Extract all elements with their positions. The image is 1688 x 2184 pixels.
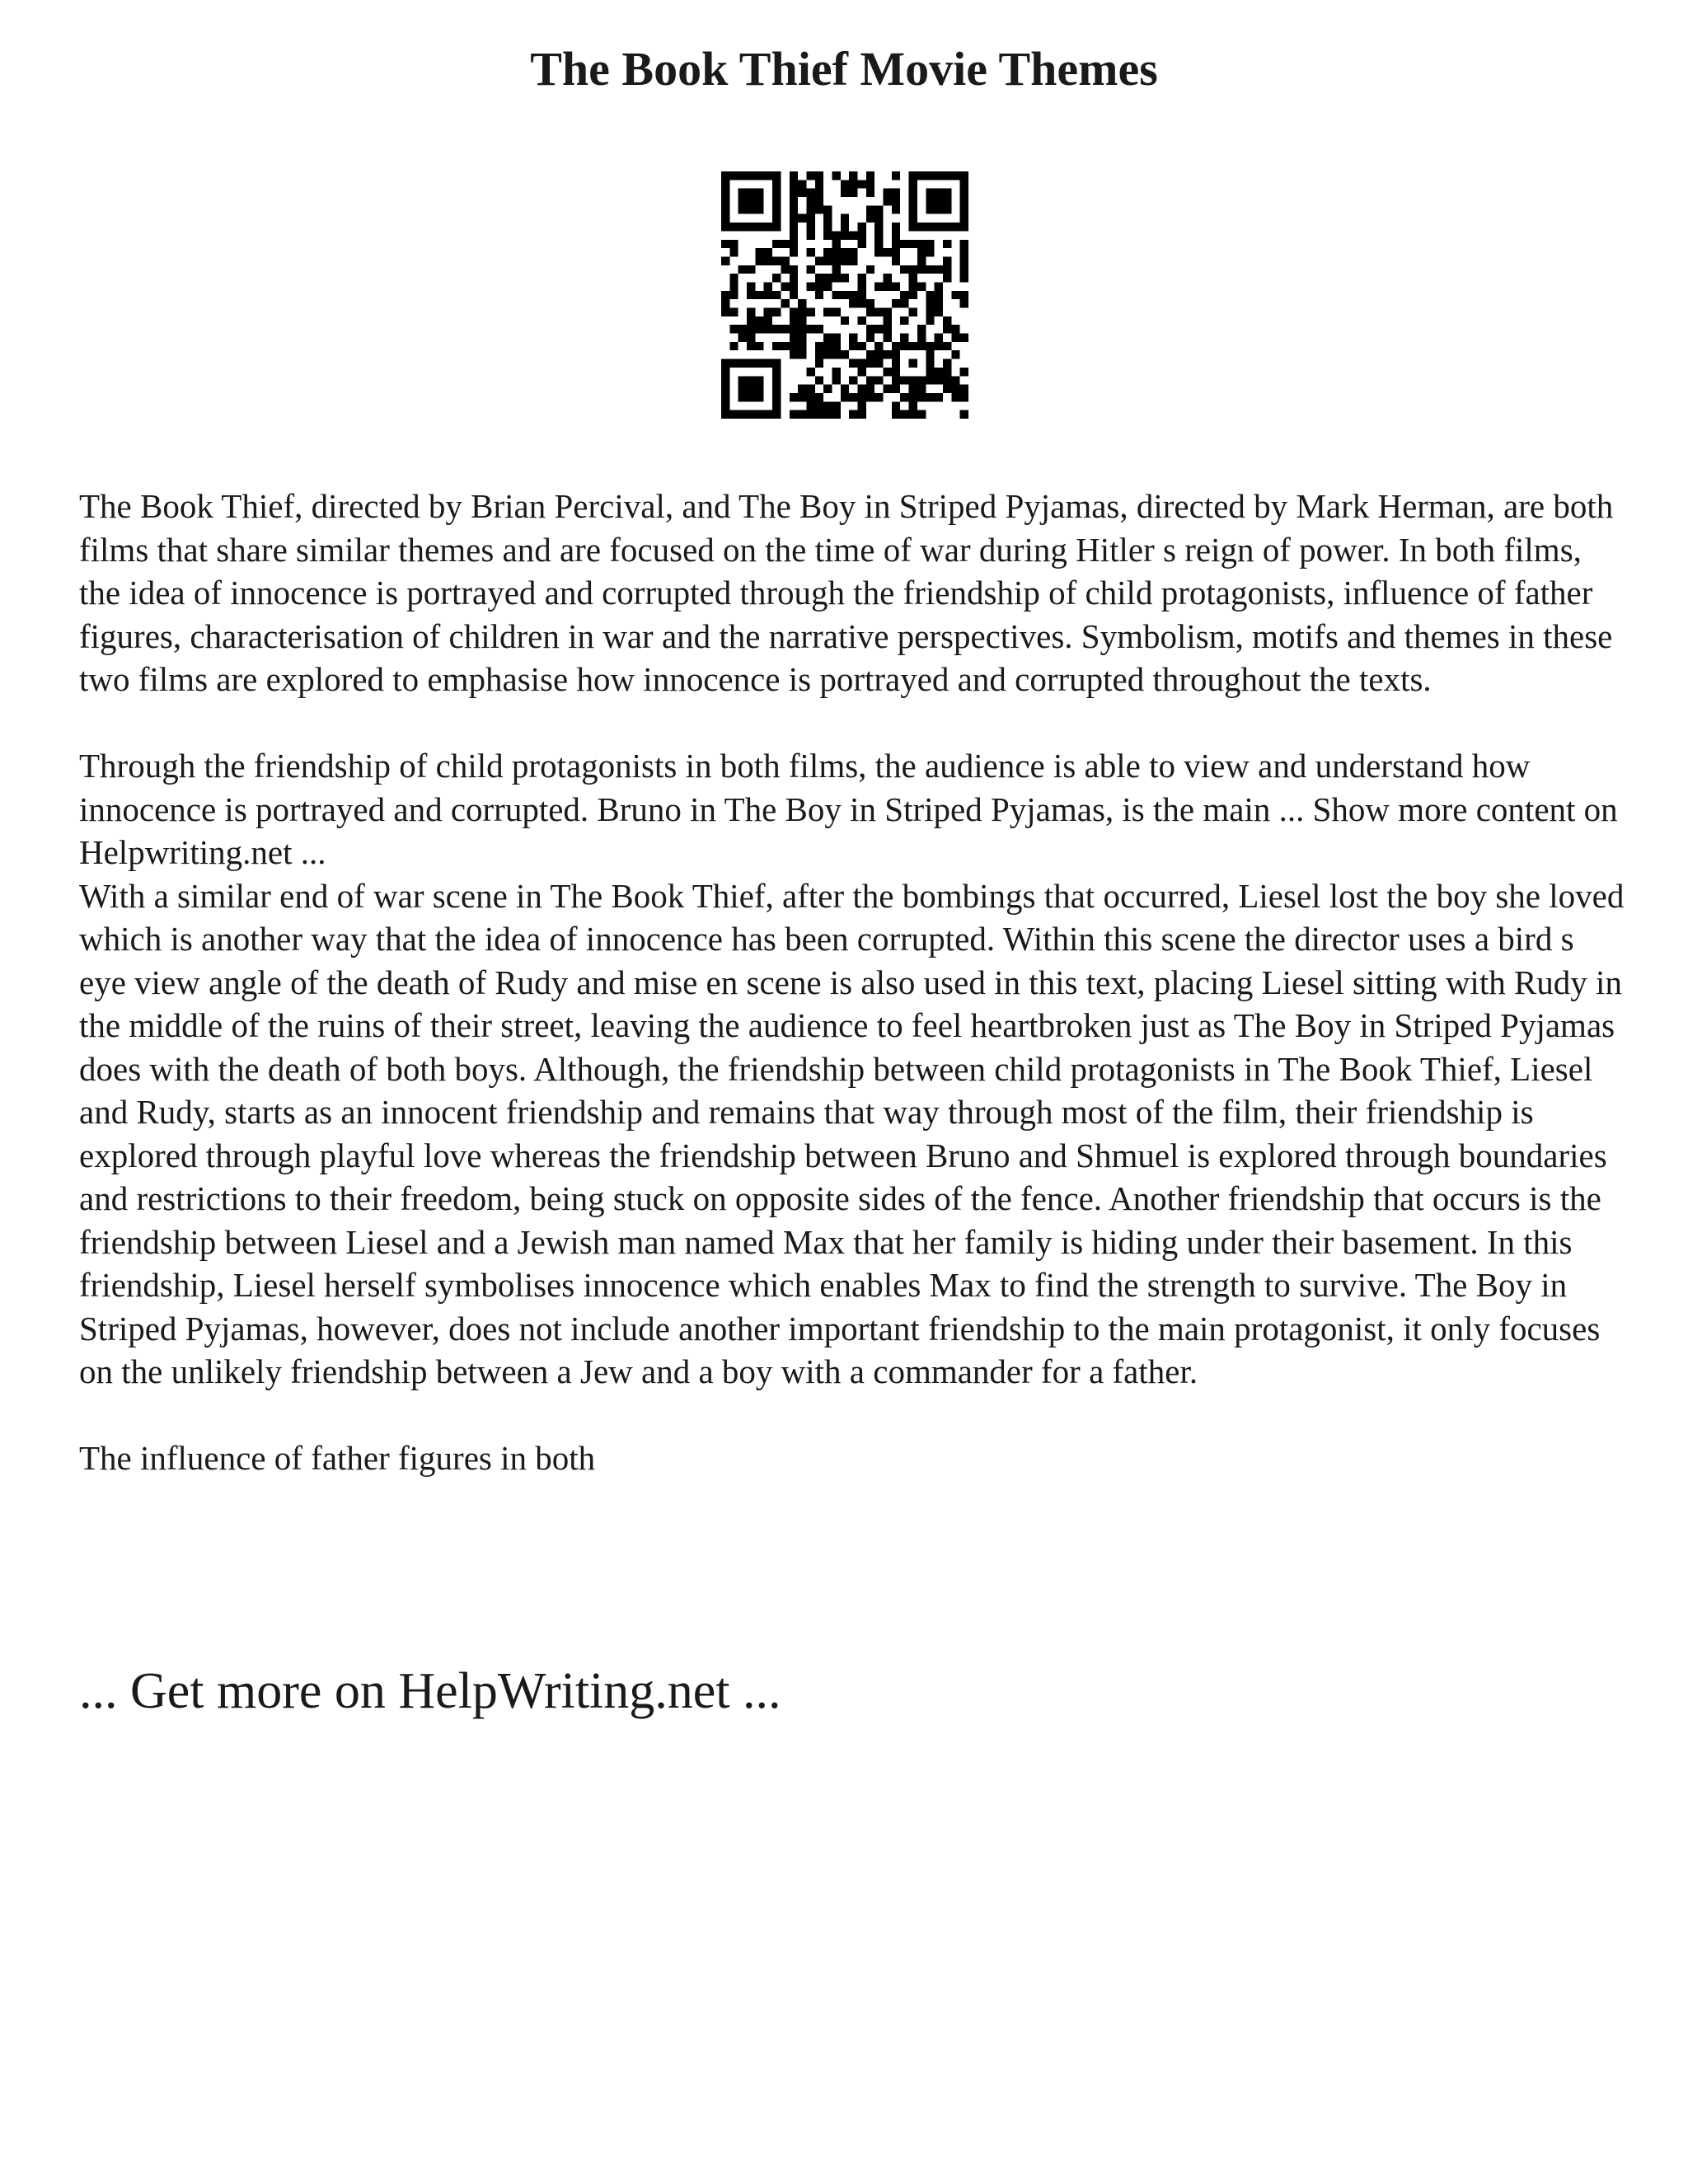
get-more-link[interactable]: ... Get more on HelpWriting.net ... xyxy=(79,1663,781,1719)
paragraph-book-thief-scene: With a similar end of war scene in The Book Thief, after the bombings that occurred, Liesel lost the boy she loved which is another way that the idea of innocence has been corrupted. Within this scene the director uses a bird s eye view angle of the death of Rudy and mise en scene is also used in this text, placing Liesel sitting with Rudy in the middle of the ruins of their street, leaving the audience to feel heartbroken just as The Boy in Striped Pyjamas does with the death of both boys. Although, the friendship between child protagonists in The Book Thief, Liesel and Rudy, starts as an innocent friendship and remains that way through most of the film, their friendship is explored through playful love whereas the friendship between Bruno and Shmuel is explored through boundaries and restrictions to their freedom, being stuck on opposite sides of the fence. Another friendship that occurs is the friendship between Liesel and a Jewish man named Max that her family is hiding under their basement. In this friendship, Liesel herself symbolises innocence which enables Max to find the strength to survive. The Boy in Striped Pyjamas, however, does not include another important friendship to the main protagonist, it only focuses on the unlikely friendship between a Jew and a boy with a commander for a father. xyxy=(79,876,1625,1390)
article-body xyxy=(79,485,1629,1480)
paragraph-friendship: Through the friendship of child protagonists in both films, the audience is able to view and understand how innocence is portrayed and corrupted. Bruno in The Boy in Striped Pyjamas, is the main ... Show more content on Helpwriting.net ... xyxy=(79,747,1618,871)
qr-code-icon xyxy=(721,171,968,419)
paragraph-intro: The Book Thief, directed by Brian Percival, and The Boy in Striped Pyjamas, directed by Mark Herman, are both films that share similar themes and are focused on the time of war during Hitler s reign of power. In both films, the idea of innocence is portrayed and corrupted through the friendship of child protagonists, influence of father figures, characterisation of children in war and the narrative perspectives. Symbolism, motifs and themes in these two films are explored to emphasise how innocence is portrayed and corrupted throughout the texts. xyxy=(79,487,1614,698)
page-title: The Book Thief Movie Themes xyxy=(530,42,1158,96)
paragraph-father-figures: The influence of father figures in both xyxy=(79,1439,596,1477)
